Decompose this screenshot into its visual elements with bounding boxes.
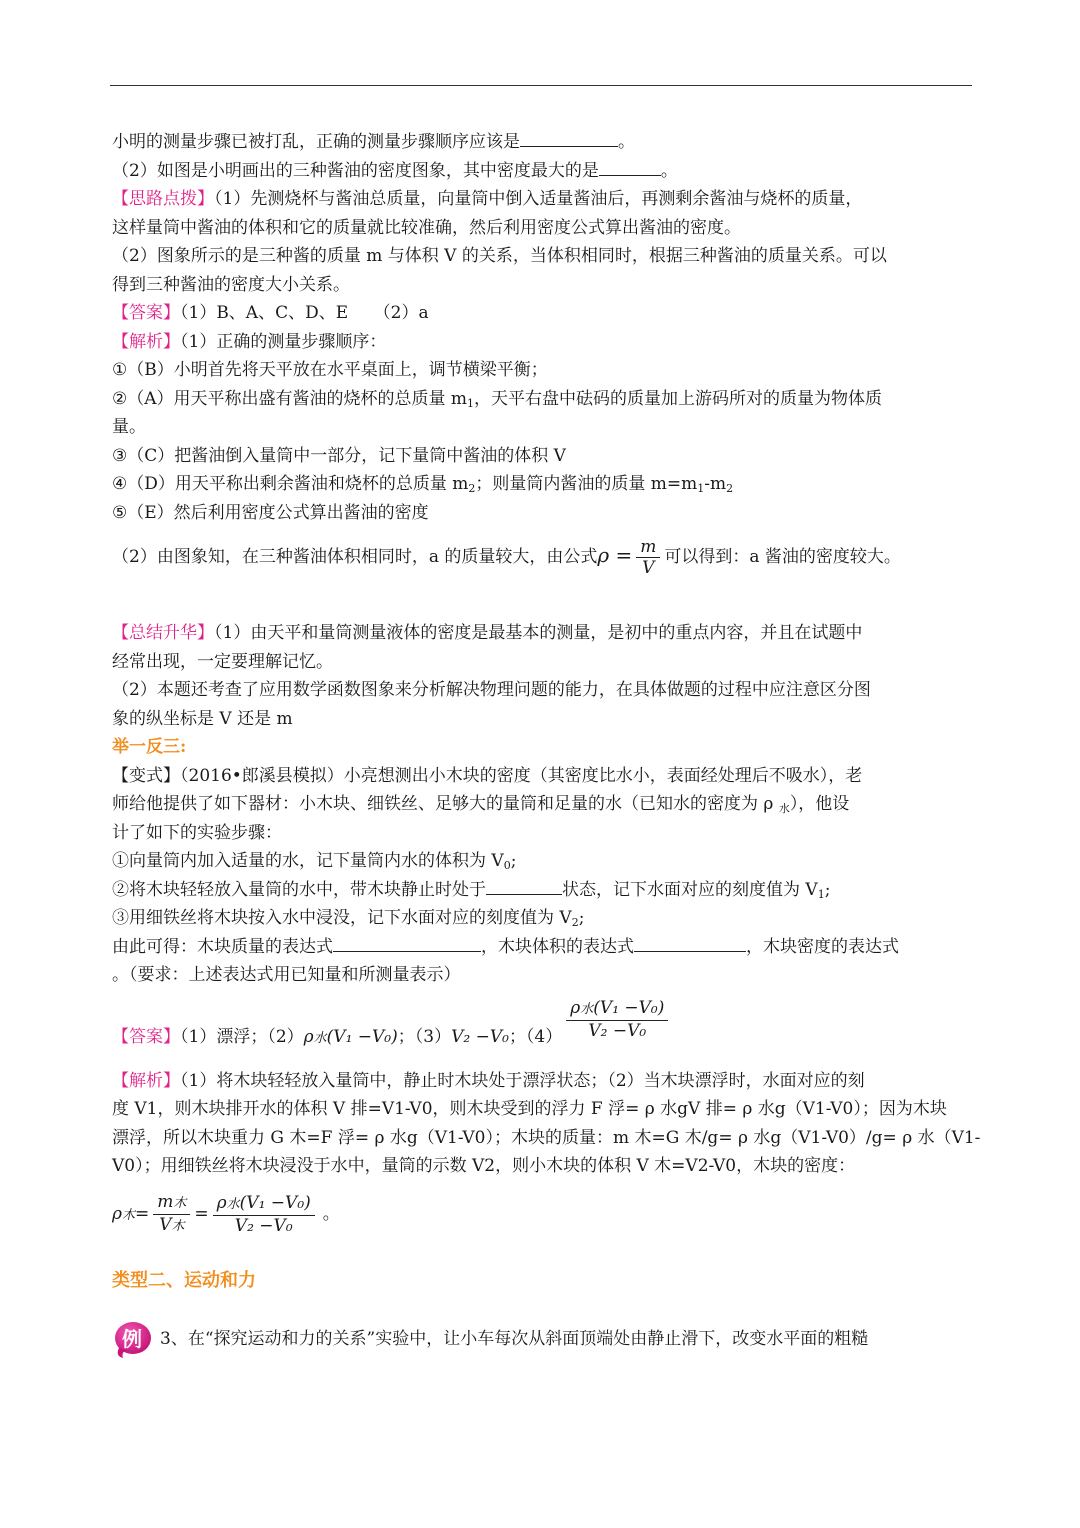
line-10: ②（A）用天平称出盛有酱油的烧杯的总质量 $m_1$，天平右盘中砝码的质量加上游码所对的质量为物体质 xyxy=(112,388,883,410)
document-body xyxy=(112,128,981,1354)
density-formula: $\frac{m}{V}$ xyxy=(636,537,660,578)
answer-blank[interactable] xyxy=(486,876,562,895)
line-18: （2）本题还考查了应用数学函数图象来分析解决物理问题的能力，在具体做题的过程中应注意区分图 xyxy=(112,680,871,700)
line-29: 【解析】（1）将木块轻轻放入量筒中，静止时木块处于漂浮状态；（2）当木块漂浮时，水面对应的刻 xyxy=(112,1070,865,1091)
answer-blank[interactable] xyxy=(634,933,746,952)
line-19: 象的纵坐标是 V 还是 m xyxy=(112,708,293,729)
line-15: （2）由图象知，在三种酱油体积相同时，a 的质量较大，由公式ρ = $\frac{m}{V}$ 可以得到：a 酱油的密度较大。 xyxy=(112,537,901,578)
line-33: ρ木= $\frac{\text{m木}}{\text{V木}}$ = $\frac{\text{ρ水(V₁ −V₀)}}{\text{V₂ −V₀}}$ 。 xyxy=(112,1191,340,1236)
line-22: 计了如下的实验步骤： xyxy=(112,822,282,843)
answer-blank[interactable] xyxy=(333,933,481,952)
line-20: 【变式】（2016•郎溪县模拟）小亮想测出小木块的密度（其密度比水小，表面经处理后不吸水），老 xyxy=(112,765,863,786)
line-27: 。（要求：上述表达式用已知量和所测量表示） xyxy=(112,965,461,985)
badge-label: 例 xyxy=(122,1327,142,1351)
line-26: 由此可得：木块质量的表达式 ，木块体积的表达式 ，木块密度的表达式 xyxy=(112,933,972,962)
line-13: ④（D）用天平称出剩余酱油和烧杯的总质量 $m_2$；则量筒内酱油的质量 $m=m_1-m_2$ xyxy=(112,474,734,495)
line-9: ①（B）小明首先将天平放在水平桌面上，调节横梁平衡； xyxy=(112,360,548,380)
line-3: 【思路点拨】（1）先测烧杯与酱油总质量，向量筒中倒入适量酱油后，再测剩余酱油与烧杯的质量， xyxy=(112,189,863,209)
answer-blank[interactable] xyxy=(599,157,661,176)
line-8: 【解析】（1）正确的测量步骤顺序： xyxy=(112,331,387,352)
tag-jiexi: 【解析】 xyxy=(112,331,180,352)
juyi-heading: 举一反三: xyxy=(112,737,187,757)
line-24: ②将木块轻轻放入量筒的水中，带木块静止时处于 状态，记下水面对应的刻度值为 $V_1$; xyxy=(112,876,972,905)
wood-density-formula: ρ木= $\frac{\text{m木}}{\text{V木}}$ = $\frac{\text{ρ水(V₁ −V₀)}}{\text{V₂ −V₀}}$ xyxy=(112,1204,319,1224)
line-1: 小明的测量步骤已被打乱，正确的测量步骤顺序应该是 。 xyxy=(112,128,972,157)
line-21: 师给他提供了如下器材：小木块、细铁丝、足够大的量筒和足量的水（已知水的密度为 ρ $_水$），他设 xyxy=(112,794,850,815)
line-2: （2）如图是小明画出的三种酱油的密度图象，其中密度最大的是 。 xyxy=(112,157,972,186)
answer-density-expr: $\frac{\text{ρ水(V₁ −V₀)}}{\text{V₂ −V₀}}$ xyxy=(566,998,668,1041)
answer-blank[interactable] xyxy=(520,128,618,147)
line-31: 漂浮，所以木块重力 G 木=F 浮= ρ 水g（V1-V0）；木块的质量：m 木=G 木/g= ρ 水g（V1-V0）/g= ρ 水（V1- xyxy=(112,1127,981,1148)
line-11: 量。 xyxy=(112,417,146,437)
line-4: 这样量筒中酱油的体积和它的质量就比较准确，然后利用密度公式算出酱油的密度。 xyxy=(112,217,741,238)
line-12: ③（C）把酱油倒入量筒中一部分，记下量筒中酱油的体积 V xyxy=(112,445,566,466)
line-30: 度 V1，则木块排开水的体积 V 排=V1-V0，则木块受到的浮力 F 浮= ρ 水gV 排= ρ 水g（V1-V0）；因为木块 xyxy=(112,1099,947,1119)
tag-zongjie: 【总结升华】 xyxy=(112,623,214,643)
answer-volume-expr: V₂ −V₀ xyxy=(451,1026,509,1047)
tag-daan: 【答案】 xyxy=(112,303,180,323)
line-5: （2）图象所示的是三种酱的质量 m 与体积 V 的关系，当体积相同时，根据三种酱油的质量关系。可以 xyxy=(112,246,887,266)
line-16: 【总结升华】（1）由天平和量筒测量液体的密度是最基本的测量，是初中的重点内容，并且在试题中 xyxy=(112,623,863,643)
line-14: ⑤（E）然后利用密度公式算出酱油的密度 xyxy=(112,502,429,523)
header-rule xyxy=(110,85,972,86)
answer-mass-expr: ρ水(V₁ −V₀) xyxy=(303,1026,398,1047)
line-25: ③用细铁丝将木块按入水中浸没，记下水面对应的刻度值为 $V_2$; xyxy=(112,908,585,929)
line-17: 经常出现，一定要理解记忆。 xyxy=(112,651,333,672)
line-6: 得到三种酱油的密度大小关系。 xyxy=(112,274,350,295)
line-34: 3、在“探究运动和力的关系”实验中，让小车每次从斜面顶端处由静止滑下，改变水平面的粗糙 xyxy=(160,1329,869,1349)
type2-heading: 类型二、运动和力 xyxy=(112,1269,256,1291)
line-23: ①向量筒内加入适量的水，记下量筒内水的体积为 $V_0$; xyxy=(112,851,517,872)
tag-silu: 【思路点拨】 xyxy=(112,189,214,209)
line-7: 【答案】（1）B、A、C、D、E （2）a xyxy=(112,303,429,323)
line-32: V0）；用细铁丝将木块浸没于水中，量筒的示数 V2，则小木块的体积 V 木=V2-V0，木块的密度： xyxy=(112,1156,856,1176)
line-28: 【答案】（1）漂浮；（2）ρ水(V₁ −V₀)；（3）V₂ −V₀；（4） $\frac{\text{ρ水(V₁ −V₀)}}{\text{V₂ −V₀}}$ xyxy=(112,998,972,1067)
example-badge-icon xyxy=(113,1320,157,1360)
